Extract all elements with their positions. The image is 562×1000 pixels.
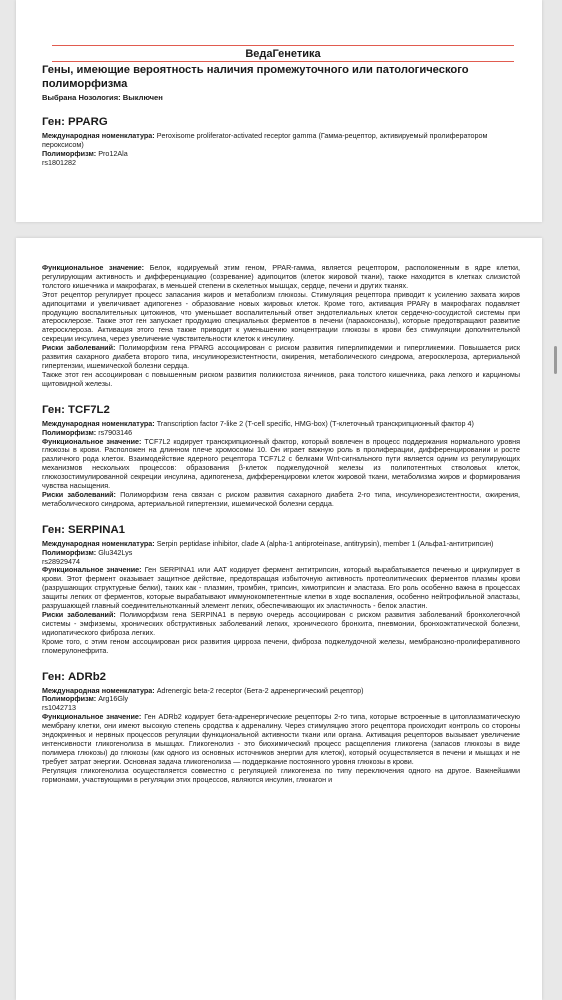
top-divider: [52, 45, 514, 46]
gene-heading: Ген: TCF7L2: [42, 403, 110, 416]
risks-paragraph: Риски заболеваний: Полиморфизм гена связан с риском развития сахарного диабета 2-го типа, инсулинорезистентности, ожирения, метаболического синдрома, артериальной гипертензии, ишемической болезни сердца.: [42, 489, 520, 508]
scrollbar-thumb[interactable]: [554, 346, 557, 374]
rs-id: rs1042713: [42, 703, 76, 713]
polymorphism-line: Полиморфизм: Glu342Lys: [42, 547, 133, 557]
risks-paragraph: Риски заболеваний: Полиморфизм гена SERPINA1 в первую очередь ассоциирован с риском развития заболеваний бронхолегочной системы - эмфиземы, хронических обструктивных заболеваний легких, хронического бронхита, пневмонии, бронхоэктатической болезни, идиопатического фиброза легких.: [42, 610, 520, 637]
function-paragraph: Функциональное значение: Ген SERPINA1 или ААТ кодирует фермент антитрипсин, который вырабатывается печенью и циркулирует в крови. Этот фермент оказывает защитное действие, предотвращая избыточную активность протеолитических ферментов плазмы крови (разрушающих структурные белки), таких как - плазмин, тромбин, трипсин, химотрипсин и эластаза. Его роль особенно важна в процессах защиты легких от ферментов, которые вырабатывают иммунокомпетентные клетки в ходе воспаления, особенно нейтрофильной эластазы, разрушающей главный соединительнотканный элемент легких, обеспечивающих их эластичность - белок эластин.: [42, 565, 520, 611]
rs-id: rs28929474: [42, 556, 80, 566]
paragraph: Также этот ген ассоциирован с повышенным риском развития поликистоза яичников, рака толстого кишечника, рака легкого и карциномы щитовидной железы.: [42, 369, 520, 388]
gene-heading: Ген: ADRb2: [42, 670, 107, 683]
paragraph: Этот рецептор регулирует процесс запасания жиров и метаболизм глюкозы. Стимуляция рецептора приводит к усилению захвата жиров адипоцитами и увеличивает адипогенез - образование новых жировых клеток. Кроме того, активация PPARγ в макрофагах подавляет продукцию воспалительных цитокинов, что уменьшает воспалительный ответ эндотелиальных клеток сердечно-сосудистой системы при атеросклерозе. Также этот ген запускает продукцию специальных ферментов в печени (параоксоназы), которые предотвращают развитие атеросклероза. Активация этого гена также приводит к уменьшению концентрации глюкозы в крови без стимуляции дополнительной секреции инсулина, через увеличение чувствительности клеток к инсулину.: [42, 289, 520, 344]
polymorphism-line: Полиморфизм: rs7903146: [42, 427, 133, 437]
gene-heading: Ген: SERPINA1: [42, 523, 126, 536]
nomenclature-line: Международная номенклатура: Adrenergic beta-2 receptor (Бета-2 адренергический рецептор): [42, 685, 364, 695]
nomenclature-line: Международная номенклатура: Transcription factor 7-like 2 (T-cell specific, HMG-box) (Т-клеточный транскрипционный фактор 4): [42, 418, 474, 428]
nosology-label: Выбрана Нозология: Выключен: [42, 93, 163, 102]
paragraph: Кроме того, с этим геном ассоциирован риск развития цирроза печени, фиброза поджелудочной железы, мембранозно-пролиферативного гломерулонефрита.: [42, 636, 520, 655]
bottom-divider: [52, 61, 514, 62]
gene-section-tcf7l2: [42, 403, 520, 509]
polymorphism-line: Полиморфизм: Pro12Ala: [42, 148, 128, 158]
document-body: [42, 264, 520, 799]
gene-summary-pparg: [42, 115, 520, 168]
gene-section-serpina1: [42, 523, 520, 656]
page-title: Гены, имеющие вероятность наличия промежуточного или патологического полиморфизма: [42, 64, 469, 90]
gene-detail-pparg: [42, 264, 520, 389]
nomenclature-line: Международная номенклатура: Serpin peptidase inhibitor, clade A (alpha-1 antiproteinase, antitrypsin), member 1 (Альфа1-антитрипсин): [42, 538, 494, 548]
gene-heading: Ген: PPARG: [42, 116, 108, 128]
polymorphism-line: Полиморфизм: Arg16Gly: [42, 694, 129, 704]
gene-section-adrb2: [42, 670, 520, 785]
document-page-1: [16, 0, 542, 222]
brand-title: ВедаГенетика: [245, 48, 321, 60]
rs-id: rs1801282: [42, 157, 76, 167]
function-paragraph: Функциональное значение: Белок, кодируемый этим геном, PPAR-гамма, является рецептором, расположенным в ядре клетки, регулирующим активность и дифференциацию (созревание) адипоцитов (клеток жировой ткани), также находится в клетках слизистой толстого кишечника и макрофагах, в меньшей степени в скелетных мышцах, сердце, печени и других тканях.: [42, 263, 521, 290]
nomenclature-line: Международная номенклатура: Peroxisome proliferator-activated receptor gamma (Гамма-рецептор, активируемый пролифератором пероксисом): [42, 131, 488, 149]
document-page-2: [16, 238, 542, 1000]
function-paragraph: Функциональное значение: Ген ADRb2 кодирует бета-адренергические рецепторы 2-го типа, которые встроенные в цитоплазматическую мембрану клетки, они имеют высокую степень сродства к адреналину. Через стимуляцию этого рецептора происходит контроль со стороны эндокринных и нервных процессов регуляции функциональной активности ткани или органа. Активация рецепторов вызывает увеличение интенсивности гликогенолиза в мышцах. Гликогенолиз - это биохимический процесс расщепления гликогена (запасов глюкозы в виде полимера глюкозы) до глюкозы (как одного из основных источников энергии для клеток), который осуществляется в печени и мышцах и не требует затрат энергии. Основная задача гликогенолиза — поддержание постоянного уровня глюкозы в крови.: [42, 712, 520, 766]
function-paragraph: Функциональное значение: TCF7L2 кодирует транскрипционный фактор, который вовлечен в процесс поддержания нормального уровня глюкозы в крови. Расположен на длинном плече хромосомы 10. Он играет важную роль в пролиферации, дифференцировании и росте различного рода клеток. Взаимодействие ядерного рецептора TCF7L2 с белками Wnt-сигнального пути является одним из регулирующих механизмов нескольких процессов: образования β-клеток поджелудочной железы из полипотентных стволовых клеток, глюкозостимулированной секреции инсулина, адипогенеза, дифференцировки клеток жировой ткани, метаболизма жиров и формирования чувства насыщения.: [42, 436, 521, 491]
risks-paragraph: Риски заболеваний: Полиморфизм гена PPARG ассоциирован с риском развития гиперлипидемии и гипергликемии. Повышается риск развития сахарного диабета второго типа, инсулинорезистентности, ожирения, метаболического синдрома, атеросклероза, артериальной гипертензии, ишемической болезни сердца.: [42, 343, 520, 370]
paragraph: Регуляция гликогенолиза осуществляется совместно с регуляцией гликогенеза по типу переключения одного на другое. Важнейшими гормонами, участвующими в регуляции этих процессов, являются инсулин, глюкагон и: [42, 765, 520, 784]
